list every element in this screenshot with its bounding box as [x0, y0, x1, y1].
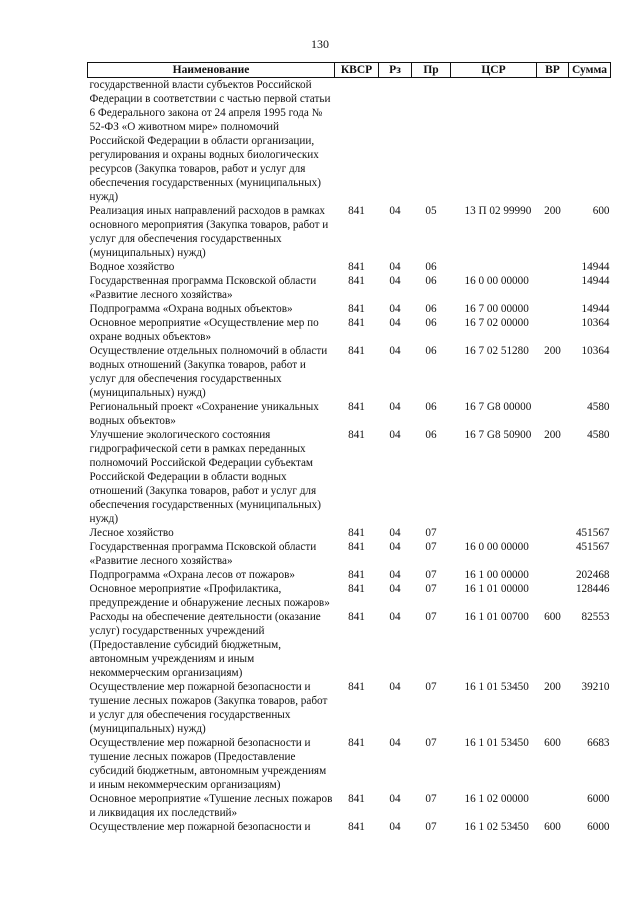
row-kvsr: 841	[348, 317, 365, 329]
row-pr: 07	[425, 821, 437, 833]
row-rz: 04	[389, 401, 401, 413]
row-sum: 39210	[581, 681, 610, 693]
row-name: Подпрограмма «Охрана водных объектов»	[89, 303, 293, 315]
row-sum: 14944	[581, 275, 610, 287]
table-row	[88, 428, 611, 526]
row-kvsr: 841	[348, 345, 365, 357]
row-csr	[451, 78, 537, 205]
row-name: Водное хозяйство	[89, 261, 175, 273]
table-body	[88, 78, 611, 835]
row-csr: 16 7 02 51280	[464, 345, 529, 357]
row-sum: 10364	[581, 317, 610, 329]
row-vr	[537, 78, 569, 205]
row-rz: 04	[389, 261, 401, 273]
row-csr	[451, 260, 537, 274]
row-sum: 128446	[575, 583, 610, 595]
row-sum: 451567	[575, 527, 610, 539]
row-rz: 04	[389, 541, 401, 553]
row-kvsr: 841	[348, 793, 365, 805]
row-sum: 4580	[587, 401, 610, 413]
row-pr	[412, 78, 451, 205]
row-csr	[451, 526, 537, 540]
row-kvsr: 841	[348, 261, 365, 273]
row-kvsr: 841	[348, 681, 365, 693]
row-name: Подпрограмма «Охрана лесов от пожаров»	[89, 569, 295, 581]
row-name: Осуществление мер пожарной безопасности и тушение лесных пожаров (Закупка товаров, работ и услуг для обеспечения государственных (муниципальных) нужд)	[89, 681, 328, 735]
row-vr	[537, 582, 569, 610]
row-vr	[537, 540, 569, 568]
row-vr	[537, 302, 569, 316]
row-csr: 16 1 01 00000	[464, 583, 529, 595]
row-name: государственной власти субъектов Российской Федерации в соответствии с частью первой статьи 6 Федерального закона от 24 апреля 1995 года № 52-ФЗ «О животном мире» полномочий Российской Федерации в области организации, регулирования и охраны водных биологических ресурсов (Закупка товаров, работ и услуг для обеспечения государственных (муниципальных) нужд)	[89, 79, 331, 203]
row-csr: 16 1 02 53450	[464, 821, 529, 833]
row-pr: 07	[425, 793, 437, 805]
row-kvsr: 841	[348, 205, 365, 217]
header-rz: Рз	[379, 63, 412, 78]
row-csr: 16 1 02 00000	[464, 793, 529, 805]
row-sum: 14944	[581, 303, 610, 315]
row-name: Реализация иных направлений расходов в рамках основного мероприятия (Закупка товаров, работ и услуг для обеспечения государственных (муниципальных) нужд)	[89, 205, 329, 259]
row-pr: 07	[425, 569, 437, 581]
budget-table	[87, 62, 611, 834]
row-pr: 07	[425, 611, 437, 623]
row-sum: 6000	[587, 793, 610, 805]
row-rz: 04	[389, 527, 401, 539]
row-sum: 6000	[587, 821, 610, 833]
row-csr: 16 7 02 00000	[464, 317, 529, 329]
row-kvsr: 841	[348, 611, 365, 623]
row-vr: 600	[544, 611, 561, 623]
row-rz: 04	[389, 303, 401, 315]
table-row	[88, 526, 611, 540]
row-pr: 06	[425, 261, 437, 273]
header-name: Наименование	[88, 63, 335, 78]
row-csr: 16 1 01 00700	[464, 611, 529, 623]
row-pr: 06	[425, 345, 437, 357]
row-name: Осуществление мер пожарной безопасности и тушение лесных пожаров (Предоставление субсидий бюджетным, автономным учреждениям и иным некоммерческим организациям)	[89, 737, 327, 791]
row-pr: 07	[425, 583, 437, 595]
row-csr: 16 7 00 00000	[464, 303, 529, 315]
row-kvsr: 841	[348, 569, 365, 581]
table-row	[88, 820, 611, 834]
row-sum	[569, 78, 611, 205]
header-csr: ЦСР	[451, 63, 537, 78]
table-row	[88, 260, 611, 274]
table-row	[88, 344, 611, 400]
row-kvsr: 841	[348, 821, 365, 833]
row-vr: 200	[544, 681, 561, 693]
table-row	[88, 274, 611, 302]
row-vr	[537, 568, 569, 582]
row-vr	[537, 274, 569, 302]
table-row	[88, 792, 611, 820]
row-rz: 04	[389, 681, 401, 693]
row-csr: 16 0 00 00000	[464, 541, 529, 553]
row-csr: 16 1 01 53450	[464, 681, 529, 693]
row-vr	[537, 400, 569, 428]
row-sum: 202468	[575, 569, 610, 581]
row-rz: 04	[389, 345, 401, 357]
header-sum: Сумма	[569, 63, 611, 78]
row-kvsr: 841	[348, 583, 365, 595]
table-row	[88, 736, 611, 792]
row-name: Государственная программа Псковской области «Развитие лесного хозяйства»	[89, 541, 317, 567]
row-kvsr	[335, 78, 379, 205]
row-pr: 06	[425, 401, 437, 413]
row-name: Основное мероприятие «Осуществление мер по охране водных объектов»	[89, 317, 319, 343]
header-vr: ВР	[537, 63, 569, 78]
row-vr: 600	[544, 821, 561, 833]
row-vr	[537, 316, 569, 344]
row-csr: 16 1 01 53450	[464, 737, 529, 749]
row-sum: 14944	[581, 261, 610, 273]
row-name: Осуществление отдельных полномочий в области водных отношений (Закупка товаров, работ и услуг для обеспечения государственных (муниципальных) нужд)	[89, 345, 328, 399]
row-pr: 06	[425, 317, 437, 329]
header-row	[88, 63, 611, 78]
row-kvsr: 841	[348, 429, 365, 441]
row-rz: 04	[389, 737, 401, 749]
row-vr	[537, 260, 569, 274]
row-name: Государственная программа Псковской области «Развитие лесного хозяйства»	[89, 275, 317, 301]
row-vr	[537, 792, 569, 820]
row-kvsr: 841	[348, 275, 365, 287]
row-pr: 07	[425, 527, 437, 539]
row-rz: 04	[389, 205, 401, 217]
table-row	[88, 582, 611, 610]
row-sum: 10364	[581, 345, 610, 357]
header-pr: Пр	[412, 63, 451, 78]
row-vr: 600	[544, 737, 561, 749]
row-csr: 16 7 G8 00000	[464, 401, 532, 413]
row-kvsr: 841	[348, 541, 365, 553]
row-rz: 04	[389, 793, 401, 805]
row-name: Основное мероприятие «Профилактика, предупреждение и обнаружение лесных пожаров»	[89, 583, 330, 609]
row-name: Лесное хозяйство	[89, 527, 174, 539]
row-csr: 13 П 02 99990	[464, 205, 532, 217]
row-kvsr: 841	[348, 527, 365, 539]
row-vr	[537, 526, 569, 540]
row-csr: 16 7 G8 50900	[464, 429, 532, 441]
header-kvsr: КВСР	[335, 63, 379, 78]
row-rz	[379, 78, 412, 205]
row-kvsr: 841	[348, 303, 365, 315]
table-row	[88, 610, 611, 680]
table-row	[88, 78, 611, 205]
row-name: Расходы на обеспечение деятельности (оказание услуг) государственных учреждений (Предоставление субсидий бюджетным, автономным учреждениям и иным некоммерческим организациям)	[89, 611, 321, 679]
row-sum: 82553	[581, 611, 610, 623]
row-name: Основное мероприятие «Тушение лесных пожаров и ликвидация их последствий»	[89, 793, 333, 819]
table-row	[88, 316, 611, 344]
row-rz: 04	[389, 317, 401, 329]
row-pr: 05	[425, 205, 437, 217]
row-pr: 07	[425, 541, 437, 553]
row-pr: 07	[425, 681, 437, 693]
table-row	[88, 204, 611, 260]
table-row	[88, 568, 611, 582]
row-pr: 07	[425, 737, 437, 749]
row-rz: 04	[389, 821, 401, 833]
row-kvsr: 841	[348, 401, 365, 413]
row-sum: 600	[592, 205, 610, 217]
row-rz: 04	[389, 429, 401, 441]
row-rz: 04	[389, 569, 401, 581]
table-row	[88, 400, 611, 428]
row-name: Улучшение экологического состояния гидрографической сети в рамках переданных полномочий Российской Федерации субъектам Российской Федерации в области водных отношений (Закупка товаров, работ и услуг для обеспечения государственных (муниципальных) нужд)	[89, 429, 321, 525]
row-kvsr: 841	[348, 737, 365, 749]
row-name: Осуществление мер пожарной безопасности и	[89, 821, 311, 833]
row-pr: 06	[425, 303, 437, 315]
row-rz: 04	[389, 275, 401, 287]
row-sum: 451567	[575, 541, 610, 553]
row-vr: 200	[544, 205, 561, 217]
row-name: Региональный проект «Сохранение уникальных водных объектов»	[89, 401, 319, 427]
row-vr: 200	[544, 429, 561, 441]
row-csr: 16 0 00 00000	[464, 275, 529, 287]
row-pr: 06	[425, 275, 437, 287]
table-row	[88, 680, 611, 736]
page-number: 130	[311, 37, 329, 51]
row-rz: 04	[389, 583, 401, 595]
row-sum: 6683	[587, 737, 610, 749]
table-header	[88, 63, 611, 78]
row-sum: 4580	[587, 429, 610, 441]
row-rz: 04	[389, 611, 401, 623]
row-csr: 16 1 00 00000	[464, 569, 529, 581]
table-row	[88, 302, 611, 316]
row-vr: 200	[544, 345, 561, 357]
row-pr: 06	[425, 429, 437, 441]
table-row	[88, 540, 611, 568]
